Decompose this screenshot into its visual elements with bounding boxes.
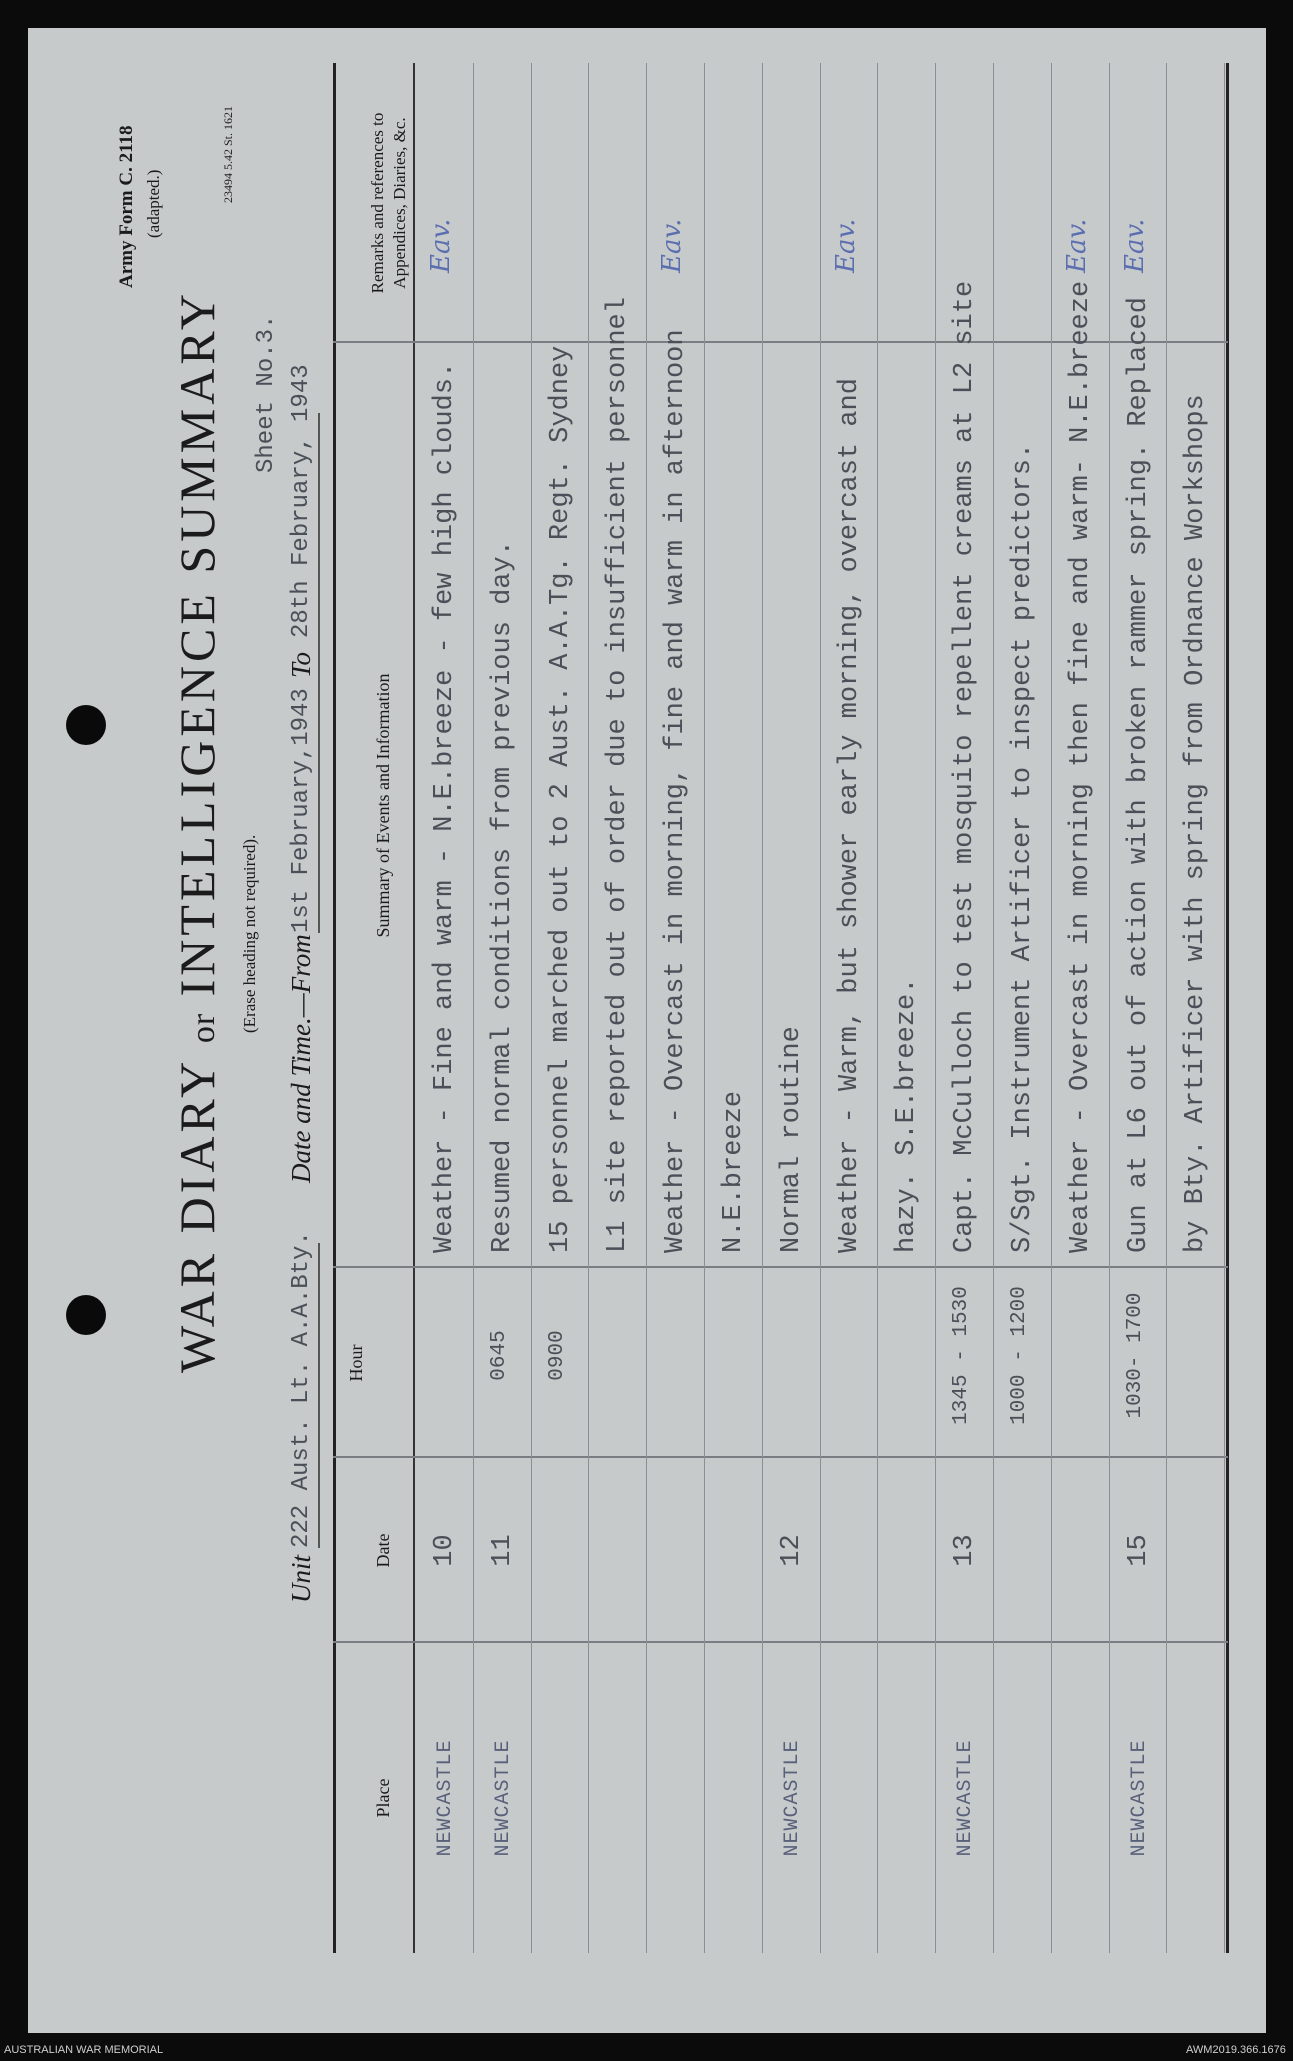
row-rule [704, 63, 705, 1953]
row-initials: Eav. [426, 218, 456, 273]
row-summary: Capt. McCulloch to test mosquito repellent creams at L2 site [950, 280, 981, 1253]
army-form-number: Army Form C. 2118 [116, 125, 137, 288]
row-rule [1051, 63, 1052, 1953]
row-rule [762, 63, 763, 1953]
row-rule [588, 63, 589, 1953]
footer-credit-right: AWM2019.366.1676 [1186, 2044, 1286, 2056]
row-summary: S/Sgt. Instrument Artificer to inspect predictors. [1008, 442, 1038, 1253]
row-rule [993, 63, 994, 1953]
row-summary: Weather - Warm, but shower early morning, overcast and [834, 378, 865, 1253]
form-title [168, 290, 226, 1373]
date-underline [318, 413, 320, 933]
row-hour: 1000 - 1200 [1008, 1286, 1031, 1425]
row-rule [1109, 63, 1110, 1953]
divider-hour-summary [333, 1266, 1228, 1268]
table-bottom-rule [1226, 63, 1229, 1953]
row-date: 12 [776, 1534, 807, 1567]
row-hour: 1030- 1700 [1123, 1292, 1147, 1419]
row-summary: N.E.breeze [719, 1090, 749, 1253]
row-rule [935, 63, 936, 1953]
erase-note: (Erase heading not required). [240, 834, 259, 1033]
row-summary: Gun at L6 out of action with broken rammer spring. Replaced [1123, 297, 1154, 1253]
row-place: NEWCASTLE [780, 1739, 804, 1857]
row-place: NEWCASTLE [434, 1739, 457, 1857]
army-form-adapted: (adapted.) [144, 169, 163, 238]
punch-hole-upper [66, 705, 106, 745]
from-value: 1st February,1943 [288, 688, 315, 933]
punch-hole-lower [66, 1295, 106, 1335]
row-date: 11 [487, 1534, 518, 1567]
row-initials: Eav. [830, 218, 861, 273]
column-header-hour: Hour [346, 1344, 366, 1382]
column-header-remarks-line2: Appendices, Diaries, &c. [390, 117, 409, 289]
row-summary: Weather - Fine and warm - N.E.breeze - few high clouds. [430, 361, 460, 1253]
row-summary: Resumed normal conditions from previous day. [487, 540, 518, 1253]
title-intelligence-summary: INTELLIGENCE SUMMARY [169, 289, 225, 997]
datetime-label: Date and Time.—From [286, 934, 316, 1183]
row-rule [820, 63, 821, 1953]
row-rule [877, 63, 878, 1953]
row-rule [531, 63, 532, 1953]
row-rule [646, 63, 647, 1953]
row-hour: 0645 [487, 1330, 511, 1381]
row-summary: Normal routine [776, 1026, 807, 1253]
row-summary: 15 personnel marched out to 2 Aust. A.A.Tg. Regt. Sydney [545, 345, 576, 1253]
row-hour: 0900 [545, 1330, 569, 1381]
footer-credit-left: AUSTRALIAN WAR MEMORIAL [4, 2044, 164, 2056]
unit-underline [318, 1243, 320, 1548]
column-header-summary: Summary of Events and Information [373, 673, 393, 938]
row-rule [1166, 63, 1167, 1953]
row-date: 13 [950, 1534, 981, 1567]
row-initials: Eav. [657, 218, 688, 273]
column-header-place: Place [373, 1778, 393, 1818]
row-date: 10 [430, 1534, 460, 1567]
row-initials: Eav. [1061, 218, 1092, 273]
row-summary: by Bty. Artificer with spring from Ordnance Workshops [1181, 394, 1212, 1253]
row-date: 15 [1123, 1534, 1154, 1567]
column-header-date: Date [373, 1533, 393, 1568]
unit-label: Unit [286, 1554, 316, 1603]
to-label: To [286, 651, 316, 678]
row-summary: Weather - Overcast in morning then fine and warm- N.E.breeze [1065, 280, 1096, 1253]
row-place: NEWCASTLE [491, 1739, 515, 1857]
row-rule [473, 63, 474, 1953]
row-hour: 1345 - 1530 [950, 1286, 974, 1425]
unit-value: 222 Aust. Lt. A.A.Bty. [288, 1231, 315, 1548]
row-place: NEWCASTLE [954, 1739, 978, 1857]
column-header-remarks-line1: Remarks and references to [368, 112, 387, 294]
row-summary: L1 site reported out of order due to insufficient personnel [603, 297, 634, 1253]
rotated-form [28, 28, 1266, 2033]
to-value: 28th February, 1943 [288, 364, 315, 638]
title-war-diary: WAR DIARY [169, 1059, 225, 1373]
print-code: 23494 5.42 St. 1621 [221, 105, 235, 203]
sheet-number: Sheet No.3. [253, 314, 280, 473]
title-or: or [185, 1012, 222, 1044]
row-initials: Eav. [1119, 218, 1150, 273]
row-summary: Weather - Overcast in morning, fine and warm in afternoon [661, 329, 692, 1253]
row-place: NEWCASTLE [1127, 1739, 1151, 1857]
header-rule [413, 63, 415, 1953]
row-summary: hazy. S.E.breeze. [892, 977, 923, 1253]
document-sheet [28, 28, 1266, 2033]
row-rule [1224, 63, 1225, 1953]
table-top-rule [333, 63, 336, 1953]
